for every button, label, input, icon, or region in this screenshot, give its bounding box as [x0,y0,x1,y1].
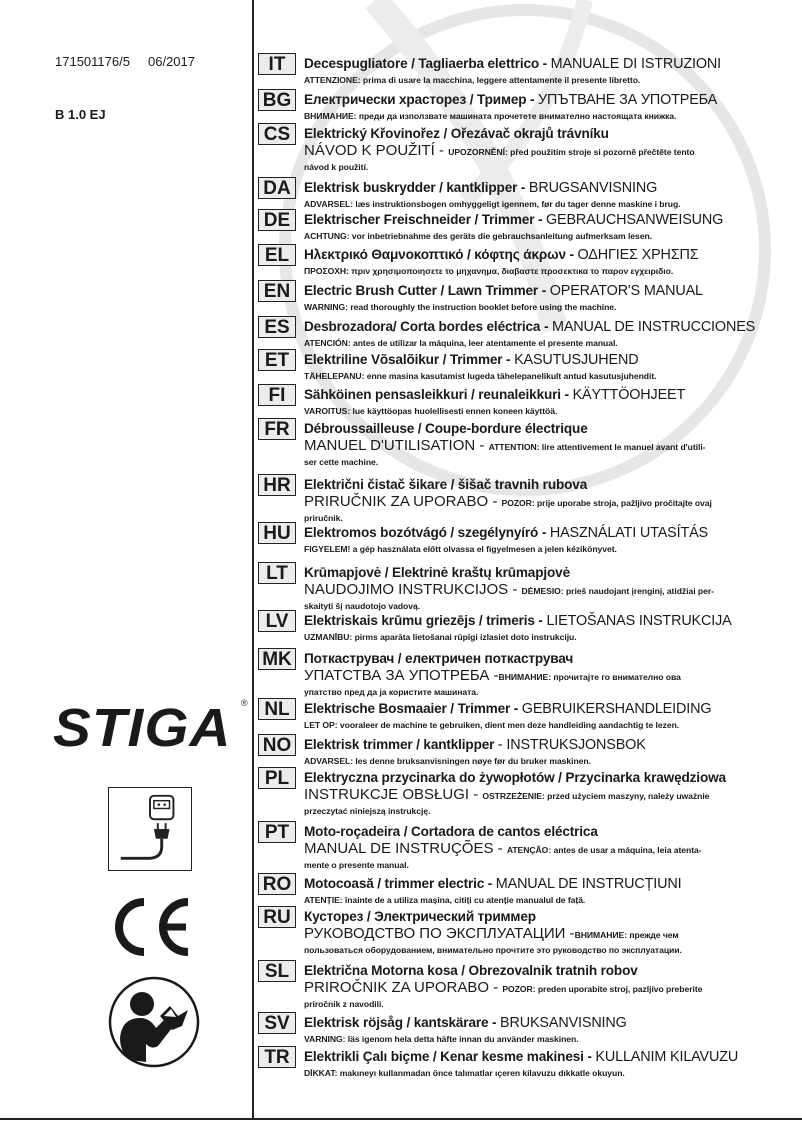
title-line [304,476,796,493]
language-code-badge: NO [258,734,296,756]
warning-text: TÄHELEPANU: enne masina kasutamist lugeda tähelepanelikult antud kasutusjuhendit. [304,371,657,381]
product-title: Decespugliatore / Tagliaerba elettrico - [304,56,551,71]
language-code-badge: LT [258,562,296,584]
warning-text: FIGYELEM! a gép használata előtt olvassa el figyelmesen a jelen kézikönyvet. [304,544,617,554]
title-line [304,962,796,979]
language-code-badge: TR [258,1046,296,1068]
warning-continuation-line [304,510,796,524]
manual-line [304,840,796,857]
bottom-rule [0,1118,802,1120]
title-line [304,246,796,263]
plug-socket-icon [108,787,192,871]
warning-line [304,1065,796,1079]
warning-text: LET OP: vooraleer de machine te gebruiken, dient men deze handleiding aandachtig te lezen. [304,720,680,730]
manual-label: MANUAL DE INSTRUÇÕES - [304,840,507,857]
title-line [304,55,796,72]
entry-text [304,700,796,731]
warning-text: ATTENZIONE: prima di usare la macchina, leggere attentamente il presente libretto. [304,75,641,85]
language-code-badge: MK [258,648,296,670]
warning-text: VARNING: läs igenom hela detta häfte innan du använder maskinen. [304,1034,579,1044]
warning-line [304,299,796,313]
manual-label: УПАТСТВА ЗА УПОТРЕБА - [304,667,499,684]
warning-text: VAROITUS: lue käyttöopas huolellisesti ennen koneen käyttöä. [304,406,558,416]
warning-continuation-line [304,454,796,468]
warning-continuation-line [304,996,796,1010]
title-line [304,282,796,299]
entry-text [304,650,796,698]
manual-label: KASUTUSJUHEND [514,352,639,368]
manual-label: KULLANIM KILAVUZU [595,1049,739,1065]
warning-text: WARNING: read thoroughly the instruction booklet before using the machine. [304,302,617,312]
manual-line [304,925,796,942]
language-code-badge: DE [258,209,296,231]
manual-label: BRUGSANVISNING [528,180,658,196]
language-code-badge: PT [258,821,296,843]
product-title: Поткаструвач / електричен поткаструвач [304,651,574,666]
document-date: 06/2017 [148,54,195,69]
brand-name: STIGA [53,698,232,758]
manual-label: - INSTRUKSJONSBOK [497,737,646,753]
product-title: Desbrozadora/ Corta bordes eléctrica - [304,319,552,334]
warning-text: ATENÇÃO: antes de usar a máquina, leia atenta- [506,845,702,855]
read-manual-icon [108,976,200,1068]
language-code-badge: IT [258,53,296,75]
manual-label: УПЪТВАНЕ ЗА УПОТРЕБА [538,92,718,108]
entry-text [304,875,796,906]
title-line [304,908,796,925]
manual-label: MANUAL DE INSTRUCCIONES [551,319,756,335]
warning-text: DĖMESIO: prieš naudojant įrenginį, atidžiai per- [521,586,714,596]
language-code-badge: HU [258,522,296,544]
entry-text [304,823,796,871]
warning-continuation-line [304,159,796,173]
manual-label: LIETOŠANAS INSTRUKCIJA [546,613,732,629]
manual-label: NÁVOD K POUŽITÍ - [304,142,449,159]
manual-label: GEBRUIKERSHANDLEIDING [521,701,712,717]
warning-line [304,717,796,731]
product-title: Elektrisk buskrydder / kantklipper - [304,180,529,195]
entry-text [304,91,796,122]
entry-text [304,962,796,1010]
product-title: Elektrisk trimmer / kantklipper [304,737,498,752]
warning-line [304,753,796,767]
language-code-badge: SL [258,960,296,982]
title-line [304,1048,796,1065]
title-line [304,318,796,335]
warning-text: ADVARSEL: læs instruktionsbogen omhyggeligt igennem, før du tager denne maskine i brug. [304,199,681,209]
manual-label: MANUALE DI ISTRUZIONI [550,56,722,72]
entry-text [304,420,796,468]
manual-line [304,667,796,684]
entry-text [304,524,796,555]
entry-text [304,318,796,349]
product-title: Ηλεκτρικό Θαμνοκοπτικό / κόφτης άκρων - [304,247,578,262]
entry-text [304,476,796,524]
manual-label: KÄYTTÖOHJEET [572,387,686,403]
title-line [304,420,796,437]
warning-line [304,228,796,242]
warning-continuation: пользоваться оборудованием, внимательно прочтите это руководство по эксплуатации. [304,945,682,955]
warning-continuation-line [304,857,796,871]
product-title: Moto-roçadeira / Cortadora de cantos eléctrica [304,824,598,839]
manual-label: INSTRUKCJE OBSŁUGI - [304,786,483,803]
warning-continuation-line [304,942,796,956]
manual-line [304,786,796,803]
title-line [304,612,796,629]
warning-line [304,263,796,277]
warning-continuation: ser cette machine. [304,457,379,467]
entry-text [304,564,796,612]
entry-text [304,1014,796,1045]
manual-label: NAUDOJIMO INSTRUKCIJOS - [304,581,522,598]
warning-text: ATENCIÓN: antes de utilizar la máquina, leer atentamente el presente manual. [304,338,618,348]
product-title: Elektriskais krūmu griezējs / trimeris - [304,613,547,628]
warning-continuation: priručnik. [304,513,343,523]
warning-text: DİKKAT: makıneyı kullanmadan önce talımatlar ıçeren kilavuzu dıkkatle okuyun. [304,1068,625,1078]
warning-text: UPOZORNĚNÍ: před použitím stroje si pozorně přečtěte tento [448,147,695,157]
warning-text: POZOR: prije uporabe stroja, pažljivo pročitajte ovaj [501,498,712,508]
manual-label: OPERATOR'S MANUAL [549,283,703,299]
warning-text: POZOR: preden uporabite stroj, pazljivo preberite [502,984,703,994]
language-code-badge: SV [258,1012,296,1034]
language-code-badge: FI [258,384,296,406]
entry-text [304,179,796,210]
manual-label: MANUAL DE INSTRUCȚIUNI [495,876,682,892]
manual-label: GEBRAUCHSANWEISUNG [545,212,724,228]
warning-line [304,892,796,906]
ce-mark-icon [110,898,192,956]
warning-continuation: упатство пред да ја користите машината. [304,687,479,697]
title-line [304,211,796,228]
language-code-badge: RU [258,906,296,928]
warning-line [304,629,796,643]
entry-text [304,351,796,382]
language-code-badge: PL [258,767,296,789]
manual-line [304,581,796,598]
manual-label: PRIROČNIK ZA UPORABO - [304,979,503,996]
title-line [304,351,796,368]
warning-continuation: przeczytać niniejszą instrukcję. [304,806,431,816]
product-title: Elektriline Võsalõikur / Trimmer - [304,352,515,367]
entry-text [304,55,796,86]
warning-text: ВНИМАНИЕ: прежде чем [574,930,679,940]
warning-text: ВНИМАНИЕ: прочитајте го внимателно ова [498,672,681,682]
title-line [304,650,796,667]
title-line [304,524,796,541]
entry-text [304,125,796,173]
product-title: Elektryczna przycinarka do żywopłotów / Przycinarka krawędziowa [304,770,726,785]
registered-mark: ® [241,698,248,708]
title-line [304,823,796,840]
entry-text [304,769,796,817]
warning-continuation: mente o presente manual. [304,860,409,870]
entry-text [304,736,796,767]
warning-text: ACHTUNG: vor inbetriebnahme des geräts die gebrauchsanleitung aufmerksam lesen. [304,231,653,241]
product-title: Sähköinen pensasleikkuri / reunaleikkuri - [304,387,573,402]
language-code-badge: RO [258,873,296,895]
manual-label: РУКОВОДСТВО ПО ЭКСПЛУАТАЦИИ - [304,925,575,942]
warning-line [304,196,796,210]
product-title: Elektrisk röjsåg / kantskärare - [304,1015,501,1030]
language-code-badge: FR [258,418,296,440]
warning-continuation: návod k použití. [304,162,369,172]
warning-continuation: skaityti šį naudotojo vadovą. [304,601,421,611]
column-divider [252,0,254,1120]
language-code-badge: LV [258,610,296,632]
stiga-logo [53,698,253,758]
title-line [304,386,796,403]
product-title: Električna Motorna kosa / Obrezovalnik tratnih robov [304,963,638,978]
manual-label: BRUKSANVISNING [500,1015,627,1031]
manual-label: ΟΔΗΓΙΕΣ ΧΡΗΣΠΣ [577,247,699,263]
language-code-badge: DA [258,177,296,199]
product-title: Débroussailleuse / Coupe-bordure électrique [304,421,588,436]
language-code-badge: CS [258,123,296,145]
document-code: 171501176/5 [55,54,130,69]
product-title: Кусторез / Электрический триммер [304,909,536,924]
title-line [304,700,796,717]
language-code-badge: EN [258,280,296,302]
manual-line [304,437,796,454]
language-code-badge: EL [258,244,296,266]
product-title: Motocoasă / trimmer electric - [304,876,496,891]
product-title: Krūmapjovė / Elektrinė kraštų krūmapjovė [304,565,570,580]
warning-line [304,72,796,86]
product-title: Elektrický Křovinořez / Ořezávač okrajů trávníku [304,126,609,141]
language-code-badge: ET [258,349,296,371]
manual-line [304,493,796,510]
warning-line [304,541,796,555]
product-title: Elektrischer Freischneider / Trimmer - [304,212,546,227]
warning-text: OSTRZEŻENIE: przed użyciem maszyny, należy uważnie [482,791,710,801]
entry-text [304,211,796,242]
manual-line [304,142,796,159]
manual-label: PRIRUČNIK ZA UPORABO - [304,493,502,510]
title-line [304,1014,796,1031]
title-line [304,736,796,753]
title-line [304,769,796,786]
entry-text [304,1048,796,1079]
entry-text [304,908,796,956]
warning-continuation: priročnik z navodili. [304,999,384,1009]
warning-continuation-line [304,684,796,698]
entry-text [304,612,796,643]
model-name: B 1.0 EJ [55,107,106,122]
title-line [304,91,796,108]
warning-text: ВНИМАНИЕ: преди да използвате машината прочетете внимателно настоящата книжка. [304,111,677,121]
warning-text: UZMANĪBU: pirms aparāta lietošanai rūpīgi izlasiet doto instrukciju. [304,632,577,642]
warning-continuation-line [304,803,796,817]
warning-text: ADVARSEL: les denne bruksanvisningen nøye før du bruker maskinen. [304,756,591,766]
language-code-badge: BG [258,89,296,111]
manual-label: HASZNÁLATI UTASÍTÁS [549,525,708,541]
title-line [304,875,796,892]
warning-line [304,403,796,417]
warning-line [304,368,796,382]
product-title: Elektrikli Çalı biçme / Kenar kesme makinesi - [304,1049,596,1064]
warning-continuation-line [304,598,796,612]
product-title: Elektromos bozótvágó / szegélynyíró - [304,525,550,540]
warning-text: ΠΡΟΣΟΧΗ: πριν χρησιμοποιησετε το μηχανημα, διαβαστε προσεκτικα το παρον εγχειριδιο. [304,266,674,276]
title-line [304,564,796,581]
product-title: Electric Brush Cutter / Lawn Trimmer - [304,283,550,298]
product-title: Електрически храсторез / Тример - [304,92,539,107]
entry-text [304,246,796,277]
language-code-badge: ES [258,316,296,338]
title-line [304,125,796,142]
product-title: Elektrische Bosmaaier / Trimmer - [304,701,522,716]
language-code-badge: NL [258,698,296,720]
manual-label: MANUEL D'UTILISATION - [304,437,489,454]
warning-line [304,108,796,122]
product-title: Električni čistač šikare / šišač travnih rubova [304,477,588,492]
warning-text: ATENȚIE: înainte de a utiliza mașina, citiți cu atenție manualul de față. [304,895,586,905]
warning-line [304,335,796,349]
manual-line [304,979,796,996]
language-code-badge: HR [258,474,296,496]
title-line [304,179,796,196]
warning-text: ATTENTION: lire attentivement le manuel avant d'utili- [488,442,706,452]
entry-text [304,282,796,313]
entry-text [304,386,796,417]
warning-line [304,1031,796,1045]
